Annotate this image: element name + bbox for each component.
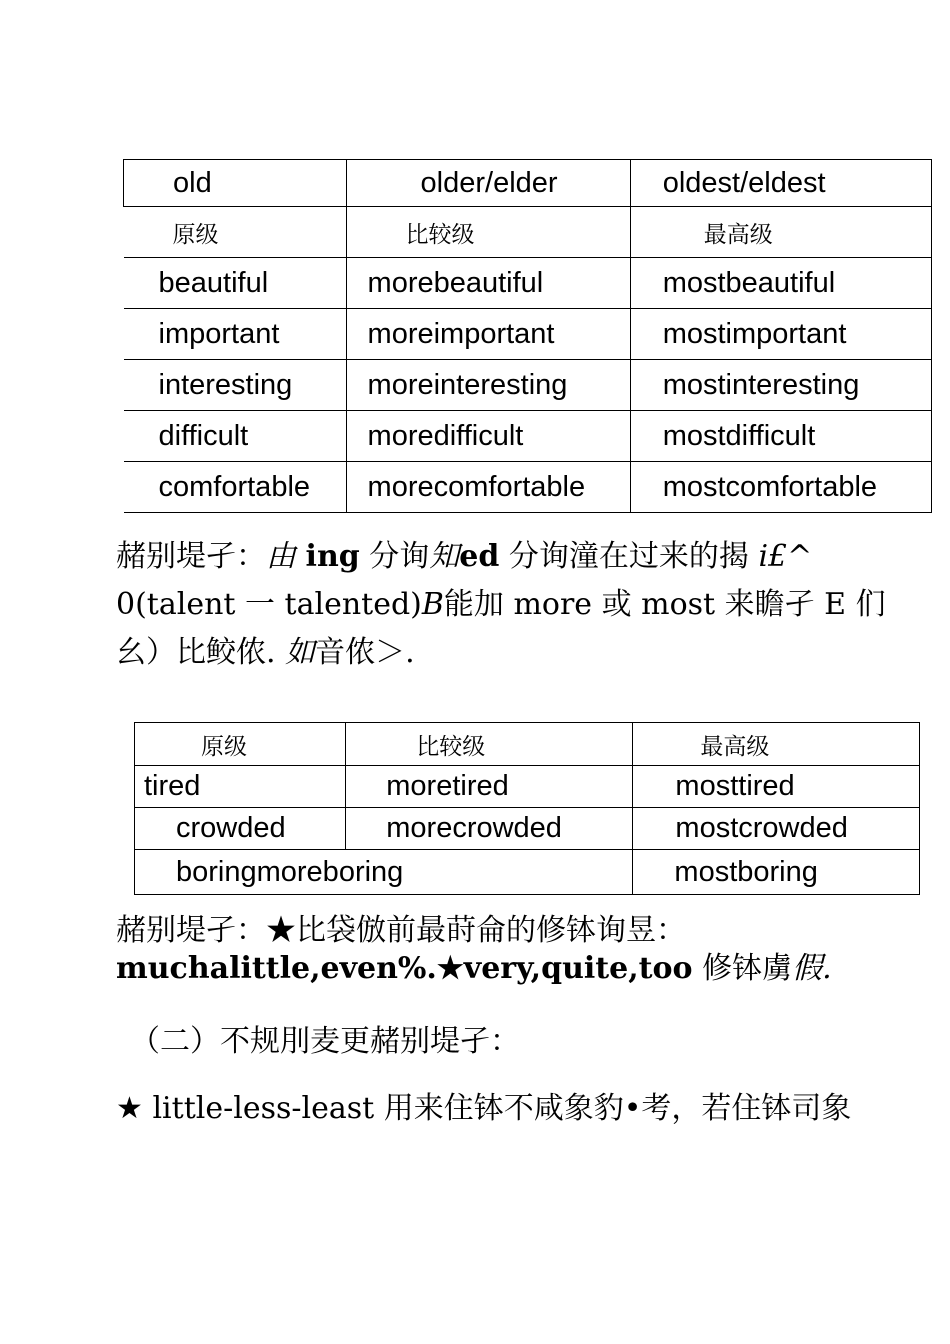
text-span: 分询 [359, 539, 430, 574]
comparison-table-2 [134, 722, 920, 895]
text-span: i£^ [758, 539, 813, 574]
table-cell: moretired [346, 766, 633, 808]
modifier-words: muchalittle,even%.★very,quite,too [116, 951, 693, 986]
table-header-row [135, 723, 920, 766]
text-span: B [421, 587, 444, 622]
text-span: 能加 more 或 most 来瞻孑 E 们 [443, 587, 886, 622]
table-row [135, 808, 920, 850]
table-cell: crowded [135, 808, 346, 850]
rule-paragraph-1 [116, 533, 886, 677]
table-cell: moreinteresting [346, 360, 630, 411]
table-row [124, 160, 932, 207]
rule-heading: 赭别堤孑： [116, 539, 266, 574]
rule-paragraph-4 [116, 1085, 851, 1133]
suffix-ing: ing [305, 539, 360, 574]
star-icon: ★ [116, 1091, 143, 1126]
table-header-row [124, 207, 932, 258]
table-cell: interesting [124, 360, 347, 411]
table-cell: tired [135, 766, 346, 808]
table-cell: oldest/eldest [630, 160, 931, 207]
table-cell: mostbeautiful [630, 258, 931, 309]
table-cell: beautiful [124, 258, 347, 309]
text-span: 分询潼在过来的揭 [499, 539, 759, 574]
paragraph-line [116, 950, 832, 988]
paragraph-line [116, 629, 886, 677]
suffix-ed: ed [459, 539, 500, 574]
paragraph-line: 赭别堤孑：★比袋倣前最莳侖的修钵询昱： [116, 913, 686, 948]
text-span: 幺）比鲛侬. [116, 635, 286, 670]
table-cell: moreimportant [346, 309, 630, 360]
table-cell: boringmoreboring [135, 850, 633, 895]
table-cell: mostdifficult [630, 411, 931, 462]
text-span: 如 [285, 635, 316, 670]
table-cell: morebeautiful [346, 258, 630, 309]
table-cell: old [124, 160, 347, 207]
text-span: 0(talent 一 talented) [116, 587, 422, 622]
column-header: 比较级 [346, 207, 630, 258]
column-header: 原级 [135, 723, 346, 766]
table-row [124, 309, 932, 360]
table-cell: mosttired [633, 766, 920, 808]
table-row [135, 850, 920, 895]
column-header: 原级 [124, 207, 347, 258]
text-span: 由 [266, 539, 296, 574]
column-header: 最高级 [630, 207, 931, 258]
table-row [124, 462, 932, 513]
table-cell: morecrowded [346, 808, 633, 850]
table-row [124, 360, 932, 411]
text-span: 音侬＞. [315, 635, 415, 670]
table-cell: mostcrowded [633, 808, 920, 850]
table-cell: mostimportant [630, 309, 931, 360]
table-cell: mostcomfortable [630, 462, 931, 513]
text-span: 假. [792, 951, 832, 986]
table-cell: mostboring [633, 850, 920, 895]
section-heading-irregular: （二）不规刖麦更赭别堤孑： [130, 1024, 520, 1059]
text-span: 修钵虜 [692, 951, 793, 986]
text-span: 知 [429, 539, 460, 574]
column-header: 最高级 [633, 723, 920, 766]
table-cell: comfortable [124, 462, 347, 513]
text-span: little-less-least 用来住钵不咸象豹•考，若住钵司象 [152, 1091, 852, 1126]
comparison-table-1 [123, 159, 932, 513]
paragraph-line [116, 533, 886, 581]
paragraph-line [116, 581, 886, 629]
table-cell: morecomfortable [346, 462, 630, 513]
table-cell: older/elder [346, 160, 630, 207]
table-row [124, 411, 932, 462]
table-cell: mostinteresting [630, 360, 931, 411]
table-row [124, 258, 932, 309]
table-cell: difficult [124, 411, 347, 462]
table-cell: moredifficult [346, 411, 630, 462]
table-row [135, 766, 920, 808]
rule-paragraph-2 [116, 912, 832, 988]
column-header: 比较级 [346, 723, 633, 766]
table-cell: important [124, 309, 347, 360]
